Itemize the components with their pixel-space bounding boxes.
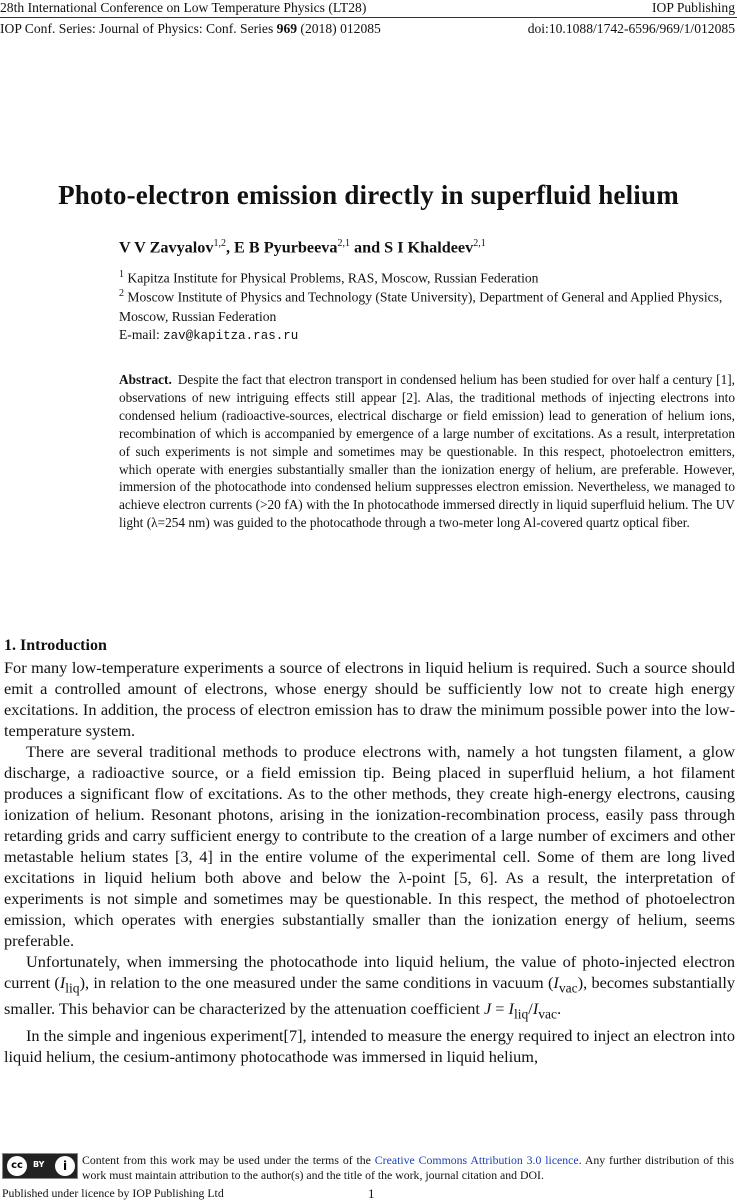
email-address[interactable]: zav@kapitza.ras.ru (163, 329, 299, 343)
subscript-vac: vac (558, 980, 578, 996)
licence-text-a: Content from this work may be used under the terms of the (82, 1153, 375, 1167)
affiliation-2-number: 2 (119, 288, 124, 299)
affiliation-1-number: 1 (119, 269, 124, 280)
author-3: and S I Khaldeev (349, 238, 474, 257)
series-line (0, 21, 735, 37)
contact-email (119, 327, 731, 343)
symbol-I-vac-eq: I (532, 999, 539, 1019)
abstract-text: Despite the fact that electron transport in condensed helium has been studied for over half a century [1], observations of new intriguing effects still appear [2]. Alas, the traditional methods of injecting electrons into condensed helium (radioactive-sources, electrical discharge or field emission) lead to generation of helium ions, recombination of which is accompanied by emergence of a large number of excitations. As a result, interpretation of such experiments is not simple and sometimes may be questionable. In this respect, photoelectron emitters, which operate with energies substantially smaller than the ionization energy of helium, are preferable. However, immersion of the photocathode into condensed helium suppresses electron emission. Nevertheless, we managed to achieve electron currents (>20 fA) with the In photocathode immersed directly in liquid superfluid helium. The UV light (λ=254 nm) was guided to the photocathode through a two-meter long Al-covered quartz optical fiber. (119, 372, 735, 531)
volume-number: 969 (276, 21, 298, 36)
published-under: Published under licence by IOP Publishing Ltd (2, 1186, 224, 1200)
symbol-I-vac: I (553, 973, 559, 992)
attribution-icon: i (55, 1156, 75, 1176)
paragraph-1: For many low-temperature experiments a source of electrons in liquid helium is required. Such a source should emit a controlled amount of electrons, whose energy should be sufficiently low not to create high energy excitations. In addition, the process of electron emission has to draw the minimum possible power into the low-temperature system. (4, 658, 735, 740)
division-slash: / (528, 999, 533, 1019)
doi-link[interactable]: doi:10.1088/1742-6596/969/1/012085 (527, 21, 735, 36)
paragraph-3-part-c: ), becomes substantially smaller. This behavior can be characterized by the attenuation coefficient (4, 973, 736, 1019)
by-label: BY (33, 1160, 45, 1169)
affiliation-2 (119, 284, 731, 327)
paragraph-2: There are several traditional methods to produce electrons with, namely a hot tungsten filament, a glow discharge, a radioactive source, or a field emission tip. Being placed in superfluid helium, a hot filament produces a significant flow of excitations. As to the other methods, they create high-energy electrons, causing ionization of helium. Resonant photons, arising in the ionization-recombination process, easily pass through retarding grids and carry sufficient energy to contribute to the creation of a large number of excimers and other metastable helium states [3, 4] in the entire volume of the experimental cell. Some of them are long lived excitations in liquid helium both above and below the λ-point [5, 6]. As a result, the interpretation of experiments is not simple and sometimes may be questionable. In this respect, the method of photoelectron emission, which operates with energies substantially smaller than the ionization energy of helium, seems preferable. (4, 742, 735, 950)
paragraph-3 (4, 951, 735, 1025)
series-prefix: IOP Conf. Series: Journal of Physics: Conf. Series (0, 21, 277, 36)
creative-commons-logo (2, 1153, 78, 1179)
subscript-liq: liq (65, 980, 80, 996)
affiliation-2-text: Moscow Institute of Physics and Technology (State University), Department of General and Applied Physics, Moscow, Russian Federation (119, 289, 723, 325)
period: . (557, 999, 562, 1019)
author-2: , E B Pyurbeeva (225, 238, 338, 257)
cc-icon: cc (7, 1156, 27, 1176)
author-list (119, 238, 731, 257)
conference-name: 28th International Conference on Low Temperature Physics (LT28) (0, 0, 367, 15)
symbol-I-liq: I (59, 973, 66, 992)
header-rule (0, 17, 737, 18)
subscript-vac-eq: vac (538, 1006, 558, 1022)
licence-notice (82, 1153, 734, 1183)
abstract-label: Abstract. (119, 372, 172, 387)
licence-text-b: . Any further distribution of this work must maintain attribution to the author(s) and the title of the work, journal citation and DOI. (82, 1153, 734, 1182)
author-3-affil: 2,1 (473, 238, 486, 249)
author-1: V V Zavyalov (119, 238, 214, 257)
body-text (4, 657, 735, 1067)
paragraph-3-part-b: ), in relation to the one measured under the same conditions in vacuum ( (79, 973, 554, 992)
series-suffix: (2018) 012085 (297, 21, 381, 36)
subscript-liq-eq: liq (513, 1006, 529, 1022)
page-number: 1 (368, 1186, 375, 1201)
author-2-affil: 2,1 (337, 238, 350, 249)
paper-title: Photo-electron emission directly in superfluid helium (58, 180, 679, 210)
affiliation-1-text: Kapitza Institute for Physical Problems, RAS, Moscow, Russian Federation (124, 270, 539, 286)
email-label: E-mail: (119, 327, 164, 342)
publisher-name: IOP Publishing (652, 0, 735, 15)
symbol-I-liq-eq: I (508, 999, 514, 1019)
paragraph-4: In the simple and ingenious experiment[7], intended to measure the energy required to inject an electron into liquid helium, the cesium-antimony photocathode was immersed in liquid helium, (4, 1025, 735, 1066)
licence-link[interactable]: Creative Commons Attribution 3.0 licence (374, 1153, 579, 1167)
abstract (119, 371, 735, 532)
symbol-J: J (483, 999, 492, 1019)
equals-sign: = (491, 999, 509, 1019)
running-header (0, 0, 735, 16)
paragraph-3-part-a: Unfortunately, when immersing the photocathode into liquid helium, the value of photo-injected electron current ( (4, 952, 735, 992)
author-1-affil: 1,2 (213, 238, 226, 249)
section-heading: 1. Introduction (4, 637, 107, 654)
